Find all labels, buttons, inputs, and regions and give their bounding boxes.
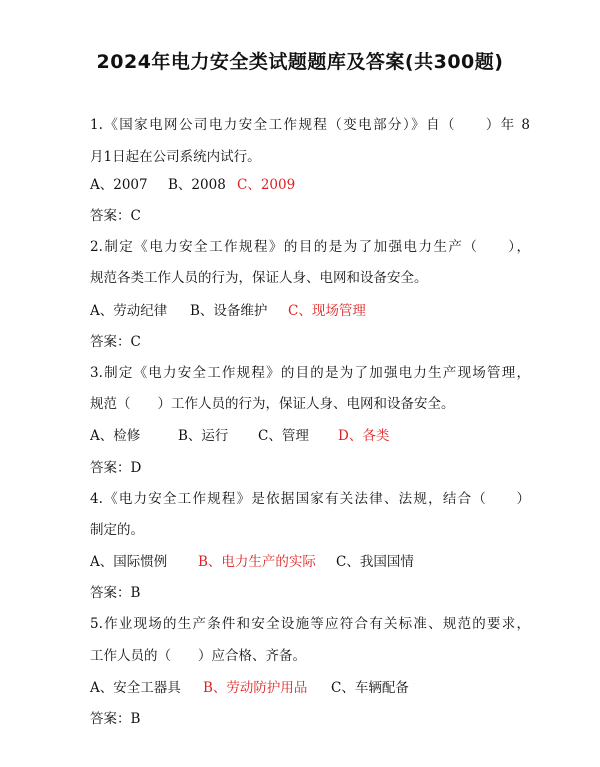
option-a: A、劳动纪律 (90, 303, 168, 319)
question-1-line-2: 月1日起在公司系统内试行。 (90, 149, 261, 165)
question-2-options (90, 302, 530, 320)
question-4-options (90, 553, 530, 571)
question-3-answer: 答案：D (90, 460, 142, 476)
option-b: B、设备维护 (190, 303, 268, 319)
option-b-correct: B、电力生产的实际 (198, 554, 316, 570)
option-a: A、检修 (90, 428, 141, 444)
document-title: 2024年电力安全类试题题库及答案(共300题) (96, 51, 504, 73)
option-b-correct: B、劳动防护用品 (203, 680, 308, 696)
option-c: C、车辆配备 (331, 680, 409, 696)
option-c-correct: C、现场管理 (288, 303, 366, 319)
question-2-line-1: 2.制定《电力安全工作规程》的目的是为了加强电力生产（ ）， (90, 239, 530, 255)
question-4-answer: 答案：B (90, 585, 141, 601)
question-2-line-2: 规范各类工作人员的行为，保证人身、电网和设备安全。 (90, 270, 428, 286)
option-b: B、运行 (178, 428, 229, 444)
question-5-line-2: 工作人员的（ ）应合格、齐备。 (90, 648, 306, 664)
question-4-line-2: 制定的。 (90, 522, 144, 538)
question-4-line-1: 4.《电力安全工作规程》是依据国家有关法律、法规，结合（ ） (90, 491, 530, 507)
question-3-options (90, 427, 530, 445)
option-c: C、我国国情 (336, 554, 414, 570)
question-5-answer: 答案：B (90, 711, 141, 727)
option-b: B、2008 (168, 177, 226, 193)
option-a: A、安全工器具 (90, 680, 181, 696)
question-1-options (90, 176, 530, 194)
question-3-line-1: 3.制定《电力安全工作规程》的目的是为了加强电力生产现场管理， (90, 365, 530, 381)
option-c-correct: C、2009 (237, 177, 296, 193)
option-c: C、管理 (258, 428, 309, 444)
option-a: A、国际惯例 (90, 554, 168, 570)
question-5-options (90, 679, 530, 697)
question-2-answer: 答案：C (90, 334, 141, 350)
question-1-line-1: 1.《国家电网公司电力安全工作规程（变电部分）》自（ ）年 8 (90, 117, 530, 133)
option-a: A、2007 (90, 177, 148, 193)
question-3-line-2: 规范（ ）工作人员的行为，保证人身、电网和设备安全。 (90, 396, 455, 412)
question-1-answer: 答案：C (90, 208, 141, 224)
question-5-line-1: 5.作业现场的生产条件和安全设施等应符合有关标准、规范的要求， (90, 616, 530, 632)
option-d-correct: D、各类 (338, 428, 390, 444)
